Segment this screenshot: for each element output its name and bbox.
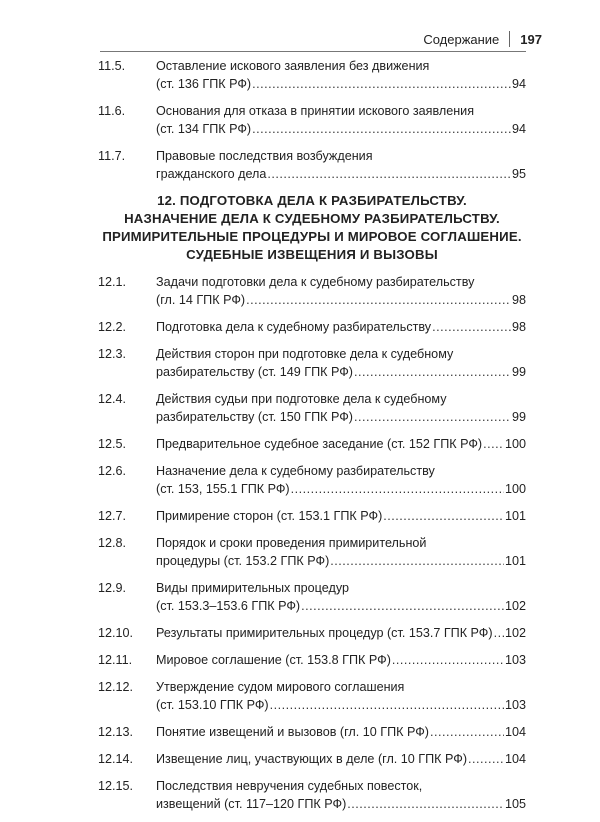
- toc-entry-page: 102: [504, 626, 526, 640]
- toc-entry-last-line: [156, 480, 526, 498]
- toc-entry-number: 12.5.: [98, 437, 127, 451]
- toc-entry[interactable]: [98, 435, 526, 453]
- toc-entry-number: 11.6.: [98, 104, 126, 118]
- toc-entry-body: [156, 57, 526, 93]
- dot-leader: [252, 75, 511, 93]
- toc-entry-title: Последствия невручения судебных повесток,: [156, 779, 423, 793]
- toc-entry-number: 11.7.: [98, 149, 126, 163]
- dot-leader: [483, 435, 504, 453]
- toc-entry-last-line: [156, 651, 526, 669]
- running-head: [423, 31, 542, 47]
- toc-entry-page: 104: [504, 752, 526, 766]
- toc-entry-body: [156, 390, 526, 426]
- toc-entry-last-line: [156, 597, 526, 615]
- toc-entry-last-line: [156, 435, 526, 453]
- toc-entry-title-end: (ст. 153.3–153.6 ГПК РФ): [156, 599, 301, 613]
- toc-entry-page: 98: [511, 320, 526, 334]
- toc-section-12: [98, 273, 526, 813]
- toc-entry-title: Оставление искового заявления без движения: [156, 59, 430, 73]
- dot-leader: [291, 480, 504, 498]
- toc-entry-title-end: извещений (ст. 117–120 ГПК РФ): [156, 797, 347, 811]
- toc-entry-title-end: гражданского дела: [156, 167, 267, 181]
- toc-entry-body: [156, 678, 526, 714]
- toc-entry-title-end: Примирение сторон (ст. 153.1 ГПК РФ): [156, 509, 383, 523]
- toc-entry-last-line: [156, 507, 526, 525]
- toc-entry-title-end: Результаты примирительных процедур (ст. 153.7 ГПК РФ): [156, 626, 493, 640]
- toc-entry[interactable]: [98, 147, 526, 183]
- toc-entry[interactable]: [98, 750, 526, 768]
- dot-leader: [267, 165, 511, 183]
- toc-entry-number: 12.13.: [98, 725, 134, 739]
- toc-entry[interactable]: [98, 318, 526, 336]
- dot-leader: [468, 750, 504, 768]
- toc-entry-number: 12.12.: [98, 680, 134, 694]
- toc-entry-page: 101: [504, 509, 526, 523]
- toc-entry-last-line: [156, 318, 526, 336]
- toc-entry-title-end: разбирательству (ст. 149 ГПК РФ): [156, 365, 353, 379]
- toc-entry-body: [156, 102, 526, 138]
- chapter-heading: [98, 192, 526, 264]
- running-head-separator: [509, 31, 510, 47]
- toc-entry-body: [156, 777, 526, 813]
- toc-entry-last-line: [156, 552, 526, 570]
- toc-entry-last-line: [156, 120, 526, 138]
- toc-entry-last-line: [156, 696, 526, 714]
- toc-entry[interactable]: [98, 624, 526, 642]
- toc-entry-last-line: [156, 291, 526, 309]
- toc-entry[interactable]: [98, 777, 526, 813]
- toc-entry-number: 12.3.: [98, 347, 127, 361]
- toc-entry-page: 102: [504, 599, 526, 613]
- toc-entry-last-line: [156, 408, 526, 426]
- toc-entry[interactable]: [98, 723, 526, 741]
- dot-leader: [252, 120, 511, 138]
- toc-entry-body: [156, 624, 526, 642]
- toc-entry-body: [156, 651, 526, 669]
- running-head-section: Содержание: [423, 31, 500, 47]
- dot-leader: [330, 552, 504, 570]
- toc-entry-title-end: процедуры (ст. 153.2 ГПК РФ): [156, 554, 330, 568]
- toc-entry-page: 94: [511, 77, 526, 91]
- toc-entry[interactable]: [98, 390, 526, 426]
- toc-entry-page: 94: [511, 122, 526, 136]
- dot-leader: [246, 291, 511, 309]
- toc-entry-page: 98: [511, 293, 526, 307]
- dot-leader: [383, 507, 504, 525]
- toc-entry-title-end: разбирательству (ст. 150 ГПК РФ): [156, 410, 353, 424]
- toc-entry-title: Действия сторон при подготовке дела к судебному: [156, 347, 454, 361]
- toc-entry-body: [156, 273, 526, 309]
- header-rule: [100, 51, 526, 52]
- dot-leader: [354, 363, 511, 381]
- dot-leader: [347, 795, 504, 813]
- toc-entry-title: Назначение дела к судебному разбирательству: [156, 464, 435, 478]
- toc-entry-number: 12.4.: [98, 392, 127, 406]
- toc-entry[interactable]: [98, 273, 526, 309]
- toc-entry-last-line: [156, 624, 526, 642]
- toc-entry-number: 12.9.: [98, 581, 127, 595]
- toc-entry-last-line: [156, 723, 526, 741]
- toc-entry-body: [156, 345, 526, 381]
- toc-entry-page: 101: [504, 554, 526, 568]
- toc-entry[interactable]: [98, 534, 526, 570]
- toc-entry-title: Утверждение судом мирового соглашения: [156, 680, 405, 694]
- toc-entry[interactable]: [98, 345, 526, 381]
- toc-entry-number: 12.10.: [98, 626, 134, 640]
- toc-entry-body: [156, 750, 526, 768]
- chapter-heading-line: НАЗНАЧЕНИЕ ДЕЛА К СУДЕБНОМУ РАЗБИРАТЕЛЬСТВУ.: [124, 211, 500, 226]
- toc-entry-number: 12.15.: [98, 779, 134, 793]
- toc-entry-number: 12.1.: [98, 275, 127, 289]
- toc-entry[interactable]: [98, 678, 526, 714]
- toc-entry-last-line: [156, 363, 526, 381]
- toc-entry-number: 11.5.: [98, 59, 126, 73]
- toc-entry[interactable]: [98, 462, 526, 498]
- toc-entry-body: [156, 534, 526, 570]
- toc-entry-page: 99: [511, 365, 526, 379]
- toc-entry[interactable]: [98, 651, 526, 669]
- toc-section-11: [98, 57, 526, 183]
- chapter-heading-line: 12. ПОДГОТОВКА ДЕЛА К РАЗБИРАТЕЛЬСТВУ.: [157, 193, 467, 208]
- chapter-heading-line: СУДЕБНЫЕ ИЗВЕЩЕНИЯ И ВЫЗОВЫ: [186, 247, 438, 262]
- toc-entry-title-end: Подготовка дела к судебному разбирательству: [156, 320, 432, 334]
- toc-entry-title: Основания для отказа в принятии искового заявления: [156, 104, 475, 118]
- toc-entry-title-end: Понятие извещений и вызовов (гл. 10 ГПК РФ): [156, 725, 429, 739]
- toc-entry-title-end: Извещение лиц, участвующих в деле (гл. 10 ГПК РФ): [156, 752, 468, 766]
- toc-entry-title: Виды примирительных процедур: [156, 581, 349, 595]
- toc-entry-page: 104: [504, 725, 526, 739]
- toc-entry-title: Действия судьи при подготовке дела к судебному: [156, 392, 447, 406]
- toc-entry-title: Правовые последствия возбуждения: [156, 149, 373, 163]
- toc-entry-page: 105: [504, 797, 526, 811]
- dot-leader: [432, 318, 511, 336]
- toc-entry-title-end: Предварительное судебное заседание (ст. 152 ГПК РФ): [156, 437, 483, 451]
- toc-entry-title-end: (ст. 134 ГПК РФ): [156, 122, 252, 136]
- toc-entry-title-end: (ст. 136 ГПК РФ): [156, 77, 252, 91]
- dot-leader: [392, 651, 504, 669]
- toc-entry-last-line: [156, 75, 526, 93]
- toc-entry-title-end: (ст. 153.10 ГПК РФ): [156, 698, 269, 712]
- toc-entry-page: 100: [504, 482, 526, 496]
- toc-entry-number: 12.6.: [98, 464, 127, 478]
- toc-entry-page: 103: [504, 653, 526, 667]
- toc-entry-last-line: [156, 750, 526, 768]
- dot-leader: [270, 696, 504, 714]
- toc-entry-number: 12.8.: [98, 536, 127, 550]
- toc-entry-body: [156, 462, 526, 498]
- toc-entry-body: [156, 507, 526, 525]
- toc-entry-page: 99: [511, 410, 526, 424]
- toc-entry-number: 12.2.: [98, 320, 127, 334]
- toc-entry-number: 12.7.: [98, 509, 127, 523]
- toc-entry[interactable]: [98, 579, 526, 615]
- dot-leader: [494, 624, 504, 642]
- toc-entry-last-line: [156, 795, 526, 813]
- page-number: 197: [520, 31, 542, 47]
- toc-entry-body: [156, 318, 526, 336]
- toc-entry-title-end: Мировое соглашение (ст. 153.8 ГПК РФ): [156, 653, 391, 667]
- toc-entry-number: 12.14.: [98, 752, 134, 766]
- dot-leader: [301, 597, 504, 615]
- toc-entry-title: Задачи подготовки дела к судебному разбирательству: [156, 275, 475, 289]
- table-of-contents: [98, 57, 526, 822]
- toc-entry-body: [156, 147, 526, 183]
- chapter-heading-line: ПРИМИРИТЕЛЬНЫЕ ПРОЦЕДУРЫ И МИРОВОЕ СОГЛАШЕНИЕ.: [102, 229, 522, 244]
- toc-entry[interactable]: [98, 57, 526, 93]
- dot-leader: [354, 408, 511, 426]
- toc-entry-body: [156, 723, 526, 741]
- toc-entry-number: 12.11.: [98, 653, 133, 667]
- dot-leader: [430, 723, 504, 741]
- toc-entry-page: 103: [504, 698, 526, 712]
- toc-entry[interactable]: [98, 507, 526, 525]
- toc-entry-page: 100: [504, 437, 526, 451]
- toc-entry[interactable]: [98, 102, 526, 138]
- toc-entry-body: [156, 579, 526, 615]
- toc-entry-last-line: [156, 165, 526, 183]
- toc-entry-body: [156, 435, 526, 453]
- toc-entry-title-end: (гл. 14 ГПК РФ): [156, 293, 246, 307]
- toc-entry-title-end: (ст. 153, 155.1 ГПК РФ): [156, 482, 290, 496]
- toc-entry-page: 95: [511, 167, 526, 181]
- toc-entry-title: Порядок и сроки проведения примирительной: [156, 536, 427, 550]
